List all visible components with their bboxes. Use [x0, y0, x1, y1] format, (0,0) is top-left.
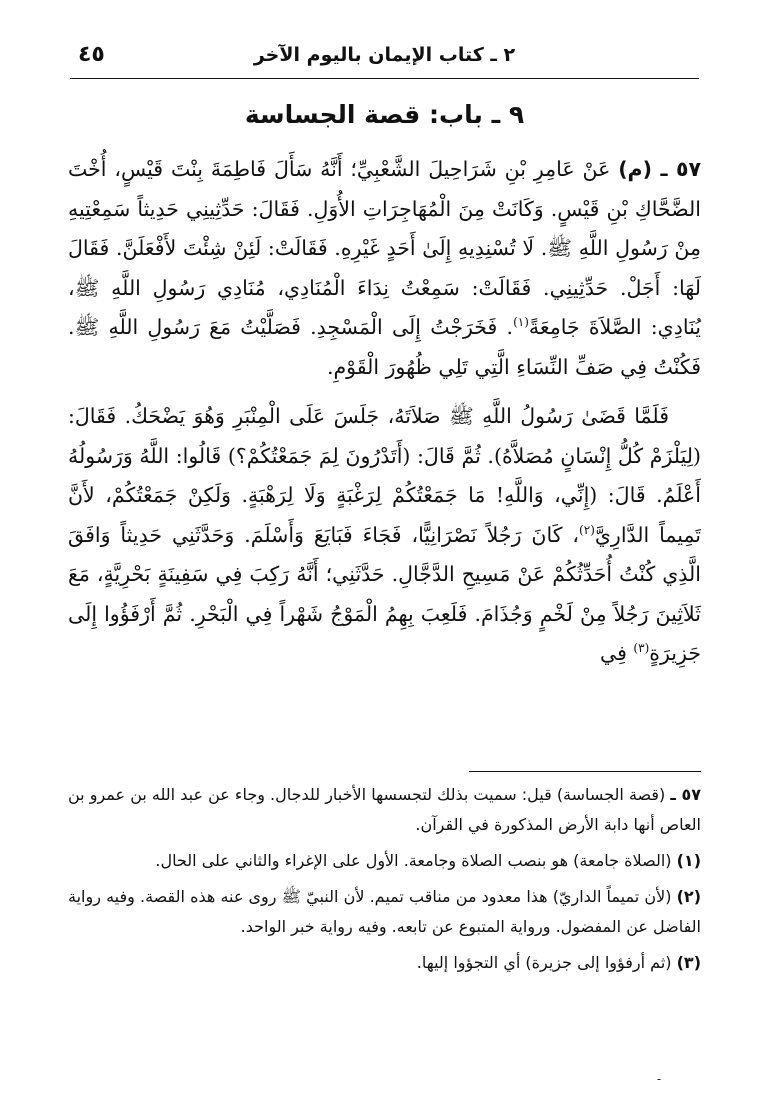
hadith-number: ٥٧ ـ (م) — [618, 157, 701, 181]
footnote-ref-2[interactable]: (٢) — [579, 522, 595, 537]
footnote-label: (٣) — [676, 953, 701, 972]
footnotes — [68, 780, 701, 984]
hadith-text — [68, 150, 701, 674]
hadith-text-segment: فَلَمَّا قَضَىٰ رَسُولُ اللَّهِ ﷺ صَلاَتَهُ، جَلَسَ عَلَى الْمِنْبَرِ وَهُوَ يَضْحَكُ. فَقَالَ: (لِيَلْزَمْ كُلُّ إِنْسَانٍ مُصَلاَّهُ). ثُمَّ قَالَ: (أَتَدْرُونَ لِمَ جَمَعْتُكُمْ؟) قَالُوا: اللَّهُ وَرَسُولُهُ أَعْلَمُ. قَالَ: (إِنِّي، وَاللَّهِ! مَا جَمَعْتُكُمْ لِرَغْبَةٍ وَلَا لِرَهْبَةٍ. وَلَكِنْ جَمَعْتُكُمْ، لأَنَّ تَمِيماً الدَّارِيَّ — [68, 404, 701, 547]
footnote-text: (الصلاة جامعة) هو بنصب الصلاة وجامعة. الأول على الإغراء والثاني على الحال. — [155, 851, 672, 870]
footnote-label: (١) — [676, 851, 701, 870]
running-head: ٢ ـ كتاب الإيمان باليوم الآخر — [253, 44, 516, 66]
footnote-text: (قصة الجساسة) قيل: سميت بذلك لتجسسها الأخبار للدجال. وجاء عن عبد الله بن عمرو بن العاص أنها دابة الأرض المذكورة في القرآن. — [68, 785, 701, 834]
hadith-text-segment: فِي — [600, 641, 634, 665]
hadith-text-segment: ، كَانَ رَجُلاً نَصْرَانِيًّا، فَجَاءَ فَبَايَعَ وَأَسْلَمَ. وَحَدَّثَنِي حَدِيثاً وَافَقَ الَّذِي كُنْتُ أُحَدِّثُكُمْ عَنْ مَسِيحِ الدَّجَّالِ. حَدَّثَنِي؛ أَنَّهُ رَكِبَ فِي سَفِينَةٍ بَحْرِيَّةٍ، مَعَ ثَلاَثِينَ رَجُلاً مِنْ لَخْمٍ وَجُذَامَ. فَلَعِبَ بِهِمُ الْمَوْجُ شَهْراً فِي الْبَحْرِ. ثُمَّ أَرْفَؤُوا إِلَى جَزِيرَةٍ — [68, 522, 701, 665]
hadith-text-segment: عَنْ عَامِرِ بْنِ شَرَاحِيلَ الشَّعْبِيِّ؛ أَنَّهُ سَأَلَ فَاطِمَةَ بِنْتَ قَيْسٍ، أُخْتَ الضَّحَّاكِ بْنِ قَيْسٍ. وَكَانَتْ مِنَ الْمُهَاجِرَاتِ الأُوَلِ. فَقَالَ: حَدِّثِينِي حَدِيثاً سَمِعْتِيهِ مِنْ رَسُولِ اللَّهِ ﷺ. لَا تُسْنِدِيهِ إِلَىٰ أَحَدٍ غَيْرِهِ. فَقَالَتْ: لَئِنْ شِئْتَ لأَفْعَلَنَّ. فَقَالَ لَهَا: أَجَلْ. حَدِّثِينِي. فَقَالَتْ: سَمِعْتُ نِدَاءَ الْمُنَادِي، مُنَادِي رَسُولِ اللَّهِ ﷺ، يُنَادِي: الصَّلاَةَ جَامِعَةً — [68, 157, 701, 339]
hadith-text-segment: . فَخَرَجْتُ إِلَى الْمَسْجِدِ. فَصَلَّيْتُ مَعَ رَسُولِ اللَّهِ ﷺ. فَكُنْتُ فِي صَفِّ النِّسَاءِ الَّتِي تَلِي ظُهُورَ الْقَوْمِ. — [68, 315, 701, 379]
footnote-3 — [68, 948, 701, 978]
page-header — [70, 40, 699, 79]
footnote-ref-1[interactable]: (١) — [513, 315, 529, 330]
footnote-text: (لأن تميماً الداريّ) هذا معدود من مناقب تميم. لأن النبيّ ﷺ روى عنه هذه القصة. وفيه رواية الفاضل عن المفضول. ورواية المتبوع عن تابعه. وفيه رواية خبر الواحد. — [68, 887, 701, 936]
page-mark: - — [657, 1072, 662, 1086]
footnote-label: ٥٧ ـ — [670, 785, 701, 804]
footnote-ref-3[interactable]: (٣) — [633, 641, 650, 656]
hadith-paragraph-2 — [68, 397, 701, 674]
chapter-title: ٩ ـ باب: قصة الجساسة — [244, 100, 525, 129]
footnote-text: (ثم أرفؤوا إلى جزيرة) أي التجؤوا إليها. — [416, 953, 672, 972]
footnote-divider — [469, 771, 701, 772]
page-number: ٤٥ — [78, 42, 105, 67]
footnote-label: (٢) — [676, 887, 701, 906]
footnote-1 — [68, 846, 701, 876]
footnote-57 — [68, 780, 701, 840]
footnote-2 — [68, 882, 701, 942]
hadith-paragraph-1 — [68, 150, 701, 387]
